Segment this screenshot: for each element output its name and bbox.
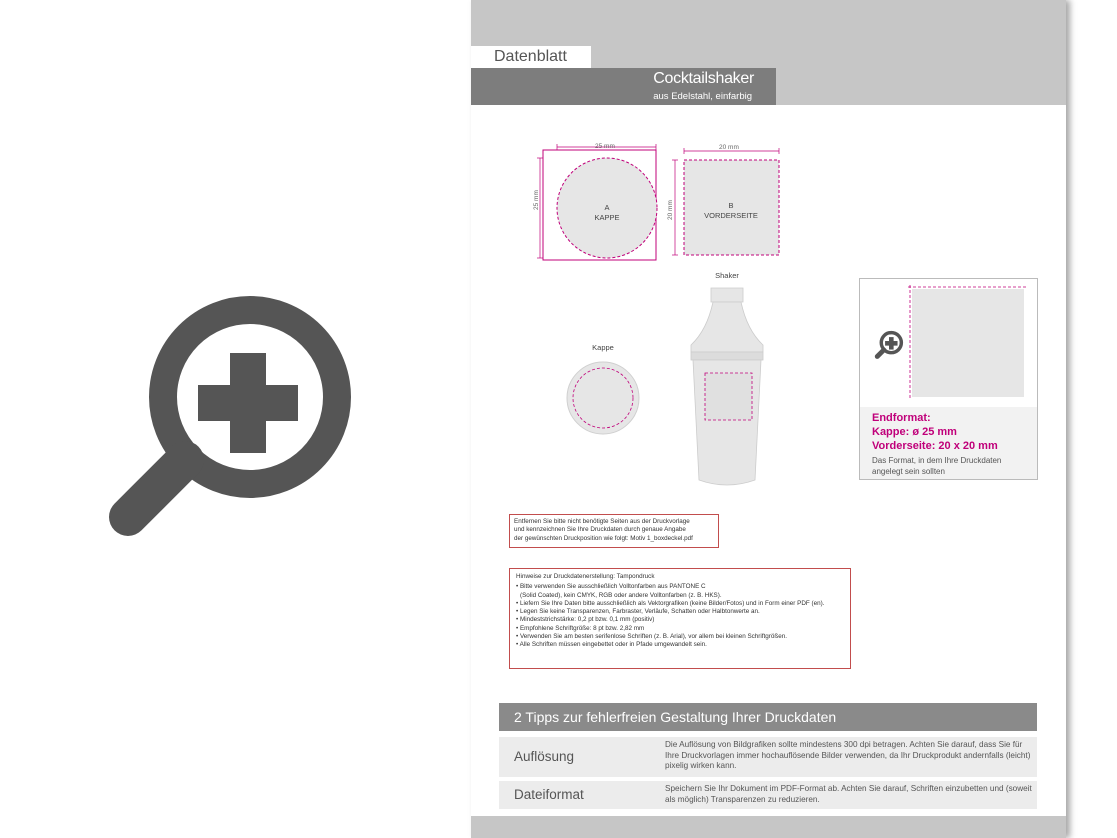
kappe-illustration	[567, 362, 639, 434]
guidelines-list	[516, 583, 844, 649]
guideline-item: • Legen Sie keine Transparenzen, Farbraster, Verläufe, Schatten oder Halbtonwerte an.	[516, 608, 760, 616]
area-b-label: VORDERSEITE	[704, 211, 758, 220]
tips-title: 2 Tipps zur fehlerfreien Gestaltung Ihrer Druckdaten	[514, 709, 837, 725]
notice1-line2: und kennzeichnen Sie Ihre Druckdaten durch genaue Angabe	[514, 526, 686, 534]
guideline-item: • Alle Schriften müssen eingebettet oder in Pfade umgewandelt sein.	[516, 641, 707, 649]
print-area-a	[537, 144, 657, 260]
tip-text: Speichern Sie Ihr Dokument im PDF-Format ab. Achten Sie darauf, Schriften einzubetten und (soweit als möglich) Transparenzen zu reduzieren.	[665, 784, 1032, 804]
tab-label-text: Datenblatt	[494, 48, 567, 65]
product-title: Cocktailshaker	[653, 70, 754, 87]
notice1-line3: der gewünschten Druckposition wie folgt: Motiv 1_boxdeckel.pdf	[514, 534, 693, 542]
endformat-note-line1: Das Format, in dem Ihre Druckdaten	[872, 456, 1002, 465]
datasheet-tab	[471, 46, 591, 68]
endformat-note-line2: angelegt sein sollten	[872, 467, 945, 476]
endformat-kappe: Kappe: ø 25 mm	[872, 426, 957, 438]
dimension-b-width: 20 mm	[719, 144, 739, 151]
endformat-panel	[859, 278, 1038, 480]
guideline-item: • Liefern Sie Ihre Daten bitte ausschließlich als Vektorgrafiken (keine Bilder/Fotos) und in Form einer PDF (en).	[516, 599, 825, 607]
area-a-label: KAPPE	[594, 213, 620, 222]
product-subtitle: aus Edelstahl, einfarbig	[653, 91, 752, 102]
tip-row-file-format	[499, 781, 1037, 809]
dimension-a-width: 25 mm	[595, 143, 615, 150]
guideline-item: • Verwenden Sie am besten serifenlose Schriften (z. B. Arial), vor allem bei kleinen Schriftgrößen.	[516, 633, 787, 641]
guideline-item: (Solid Coated), kein CMYK, RGB oder andere Volltonfarben (z. B. HKS).	[520, 591, 722, 599]
tip-label: Auflösung	[514, 749, 575, 764]
datasheet-page	[471, 0, 1066, 838]
tip-row-resolution	[499, 737, 1037, 777]
guideline-item: • Bitte verwenden Sie ausschließlich Volltonfarben aus PANTONE C	[516, 583, 706, 591]
tips-header	[499, 703, 1037, 731]
product-title-box	[471, 68, 776, 105]
endformat-vorderseite: Vorderseite: 20 x 20 mm	[872, 440, 998, 452]
endformat-title: Endformat:	[872, 412, 931, 424]
print-guidelines-notice	[509, 568, 851, 669]
area-b-letter: B	[728, 201, 734, 210]
notice1-line1: Entfernen Sie bitte nicht benötigte Seiten aus der Druckvorlage	[514, 518, 690, 525]
dimension-b-height: 20 mm	[667, 200, 674, 220]
zoom-in-small-icon[interactable]	[874, 329, 904, 361]
endformat-preview	[860, 279, 1037, 407]
shaker-label: Shaker	[715, 271, 739, 280]
footer-band	[471, 816, 1066, 838]
guideline-item: • Mindeststrichstärke: 0,2 pt bzw. 0,1 mm (positiv)	[516, 616, 655, 624]
zoom-in-icon[interactable]	[100, 285, 360, 550]
tip-label: Dateiformat	[514, 787, 584, 802]
area-a-letter: A	[604, 203, 610, 212]
guideline-item: • Empfohlene Schriftgröße: 8 pt bzw. 2,82 mm	[516, 624, 645, 632]
shaker-illustration	[691, 288, 763, 485]
file-naming-notice	[509, 514, 719, 548]
kappe-label: Kappe	[592, 343, 614, 352]
dimension-a-height: 25 mm	[533, 190, 540, 210]
notice2-heading: Hinweise zur Druckdatenerstellung: Tampondruck	[516, 573, 655, 580]
tip-text: Die Auflösung von Bildgrafiken sollte mindestens 300 dpi betragen. Achten Sie darauf, dass Sie für Ihre Druckvorlagen immer hochauflösende Bilder verwenden, da Ihr Druckprodukt andernfalls (leicht) pixelig wirken kann.	[665, 740, 1031, 770]
